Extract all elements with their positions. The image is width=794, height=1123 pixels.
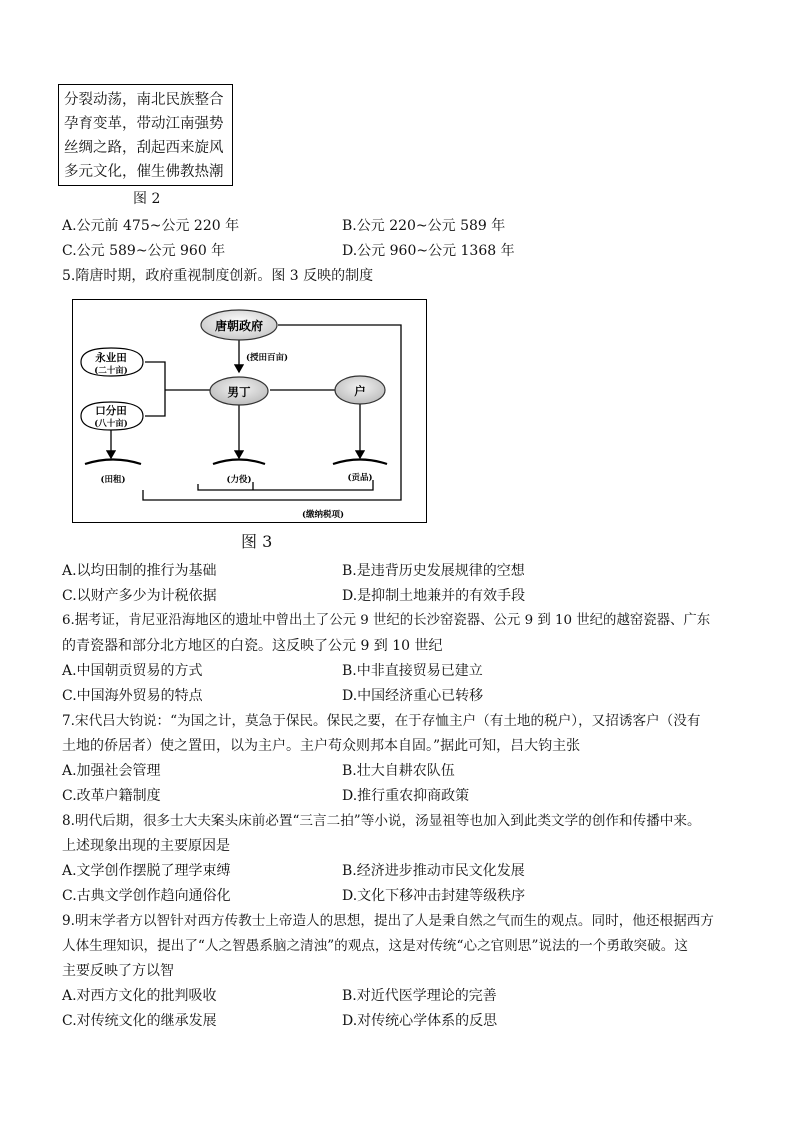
figure-caption: 图 2 xyxy=(133,191,161,207)
q4-option-a: A.公元前 475~公元 220 年 xyxy=(62,218,240,234)
q6-stem-line2: 的青瓷器和部分北方地区的白瓷。这反映了公元 9 到 10 世纪 xyxy=(62,638,443,654)
koufen-label: 口分田 xyxy=(95,405,127,417)
q8-option-c: C.古典文学创作趋向通俗化 xyxy=(62,888,231,904)
q8-stem-line1: 8.明代后期，很多士大夫案头床前必置“三言二拍”等小说，汤显祖等也加入到此类文学的创作和传播中来。 xyxy=(62,813,701,829)
q6-option-d: D.中国经济重心已转移 xyxy=(342,688,484,704)
q6-option-b: B.中非直接贸易已建立 xyxy=(342,663,483,679)
q8-option-a: A.文学创作摆脱了理学束缚 xyxy=(62,863,231,879)
q5-option-d: D.是抑制土地兼并的有效手段 xyxy=(342,588,526,604)
poem-line: 多元文化，催生佛教热潮 xyxy=(64,164,224,180)
tribute-label: (贡品) xyxy=(347,473,373,483)
q6-option-a: A.中国朝贡贸易的方式 xyxy=(62,663,203,679)
q6-stem-line1: 6.据考证，肯尼亚沿海地区的遗址中曾出土了公元 9 世纪的长沙窑瓷器、公元 9 到 10 世纪的越窑瓷器、广东 xyxy=(62,613,711,628)
poem-line: 丝绸之路，刮起西来旋风 xyxy=(64,140,224,156)
diagram-svg xyxy=(73,300,425,521)
q9-stem-line3: 主要反映了方以智 xyxy=(62,963,174,979)
q4-option-d: D.公元 960~公元 1368 年 xyxy=(342,243,515,259)
q5-option-b: B.是违背历史发展规律的空想 xyxy=(342,563,525,579)
tax-items-label: (缴纳税项) xyxy=(301,510,345,520)
q8-option-b: B.经济进步推动市民文化发展 xyxy=(342,863,525,879)
q7-option-a: A.加强社会管理 xyxy=(62,763,161,779)
q7-option-b: B.壮大自耕农队伍 xyxy=(342,763,455,779)
q7-stem-line2: 土地的侨居者）使之置田，以为主户。主户苟众则邦本自固。”据此可知，吕大钧主张 xyxy=(62,738,581,754)
equal-field-diagram xyxy=(72,299,427,523)
yongye-sub-label: (二十亩) xyxy=(94,366,128,376)
q5-option-a: A.以均田制的推行为基础 xyxy=(62,563,217,579)
q9-option-c: C.对传统文化的继承发展 xyxy=(62,1013,217,1029)
labor-service-label: (力役) xyxy=(226,475,252,485)
q7-stem-line1: 7.宋代吕大钧说：“为国之计，莫急于保民。保民之要，在于存恤主户（有土地的税户），又招诱客户（没有 xyxy=(62,713,701,729)
q9-stem-line1: 9.明末学者方以智针对西方传教士上帝造人的思想，提出了人是秉自然之气而生的观点。同时，他还根据西方 xyxy=(62,913,714,929)
q4-option-b: B.公元 220~公元 589 年 xyxy=(342,218,506,234)
adult-male-label: 男丁 xyxy=(227,385,251,399)
household-label: 户 xyxy=(354,384,366,398)
poem-line: 分裂动荡，南北民族整合 xyxy=(64,92,224,108)
q9-option-b: B.对近代医学理论的完善 xyxy=(342,988,497,1004)
q9-stem-line2: 人体生理知识，提出了“人之智愚系脑之清浊”的观点，这是对传统“心之官则思”说法的一个勇敢突破。这 xyxy=(62,938,688,954)
government-label: 唐朝政府 xyxy=(214,319,264,333)
q9-option-d: D.对传统心学体系的反思 xyxy=(342,1013,498,1029)
q8-option-d: D.文化下移冲击封建等级秩序 xyxy=(342,888,526,904)
koufen-sub-label: (八十亩) xyxy=(94,419,128,429)
yongye-label: 永业田 xyxy=(95,352,127,364)
q7-option-d: D.推行重农抑商政策 xyxy=(342,788,470,804)
poem-line: 孕育变革，带动江南强势 xyxy=(64,116,224,132)
poem-box xyxy=(58,84,233,186)
q9-option-a: A.对西方文化的批判吸收 xyxy=(62,988,217,1004)
q5-option-c: C.以财产多少为计税依据 xyxy=(62,588,217,604)
grant-label: (授田百亩) xyxy=(245,353,289,363)
land-tax-label: (田租) xyxy=(100,475,126,485)
q7-option-c: C.改革户籍制度 xyxy=(62,788,161,804)
q6-option-c: C.中国海外贸易的特点 xyxy=(62,688,203,704)
q5-stem: 5.隋唐时期，政府重视制度创新。图 3 反映的制度 xyxy=(62,268,374,284)
q4-option-c: C.公元 589~公元 960 年 xyxy=(62,243,226,259)
figure-caption: 图 3 xyxy=(241,532,273,551)
q8-stem-line2: 上述现象出现的主要原因是 xyxy=(62,838,230,854)
